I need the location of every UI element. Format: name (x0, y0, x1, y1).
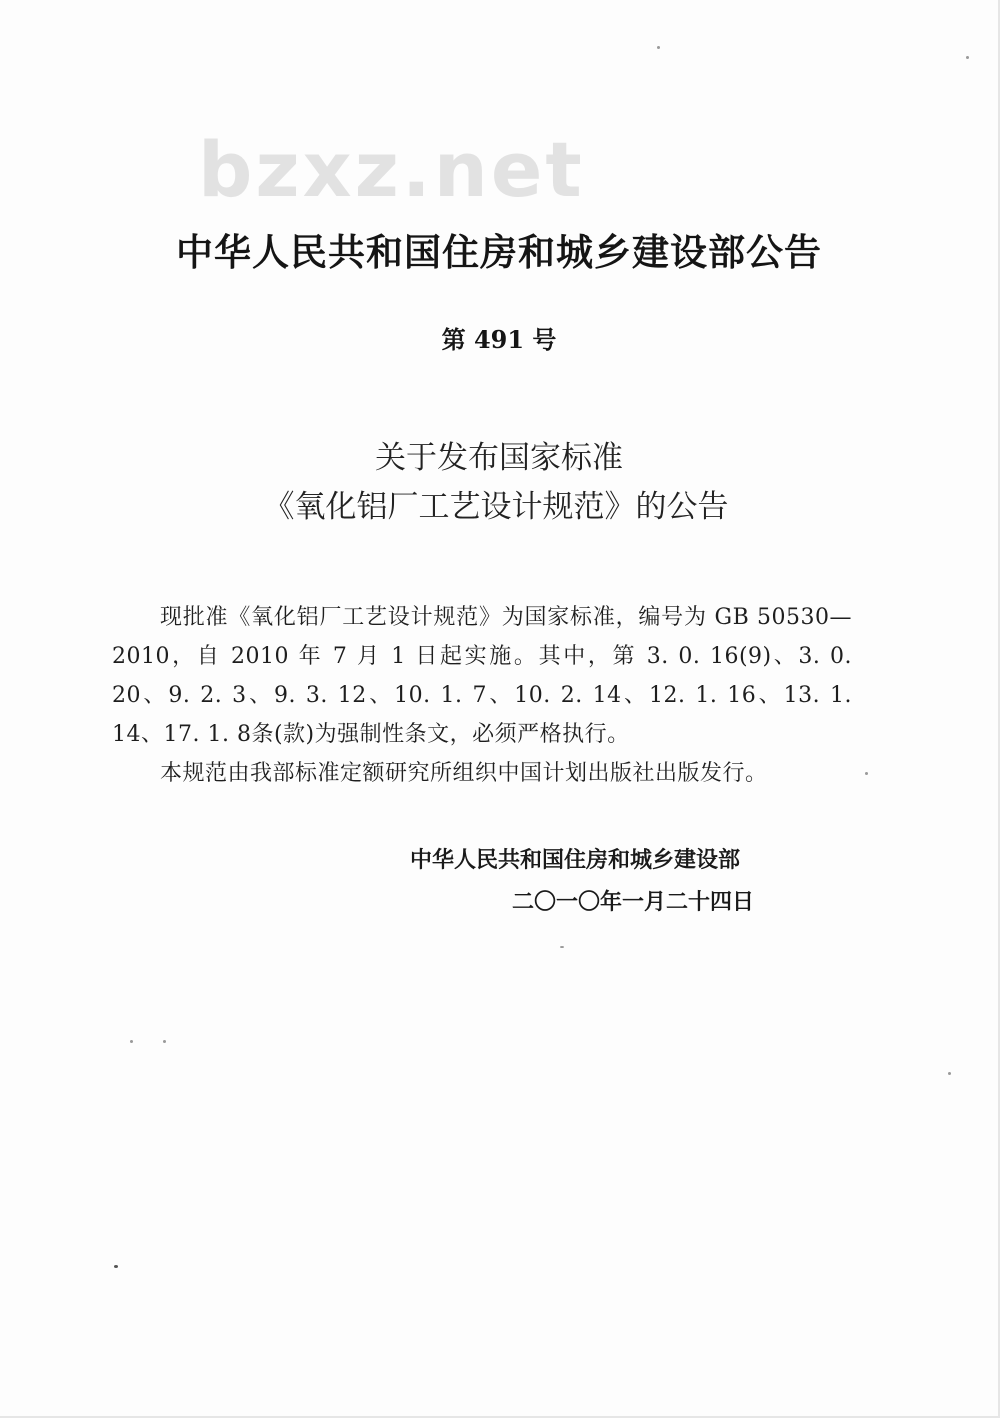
scan-speck (865, 772, 868, 775)
scan-speck (114, 1265, 118, 1268)
scan-speck (163, 1040, 166, 1043)
signature-date: 二〇一〇年一月二十四日 (512, 890, 755, 915)
signature-issuer: 中华人民共和国住房和城乡建设部 (410, 848, 741, 873)
scan-speck (560, 946, 564, 948)
scan-speck (130, 1040, 133, 1043)
body-paragraph: 现批准《氧化铝厂工艺设计规范》为国家标准，编号为 GB 50530—2010，自 2010 年 7 月 1 日起实施。其中，第 3. 0. 16(9)、3. 0. 20、9. 2. 3、9. 3. 12、10. 1. 7、10. 2. 14、12. 1. 16、13. 1. 14、17. 1. 8条(款)为强制性条文，必须严格执行。 (112, 605, 852, 747)
notice-body (112, 598, 852, 793)
notice-title-line-2: 《氧化铝厂工艺设计规范》的公告 (263, 489, 729, 525)
signature-block (410, 840, 754, 924)
agency-title: 中华人民共和国住房和城乡建设部公告 (176, 231, 822, 274)
issue-number: 第 491 号 (441, 325, 557, 354)
notice-title-line-1: 关于发布国家标准 (375, 440, 623, 476)
watermark: bzxz.net (198, 125, 585, 214)
scan-speck (966, 56, 969, 59)
scan-speck (948, 1072, 951, 1075)
body-paragraph: 本规范由我部标准定额研究所组织中国计划出版社出版发行。 (160, 761, 768, 786)
scan-speck (657, 46, 660, 49)
